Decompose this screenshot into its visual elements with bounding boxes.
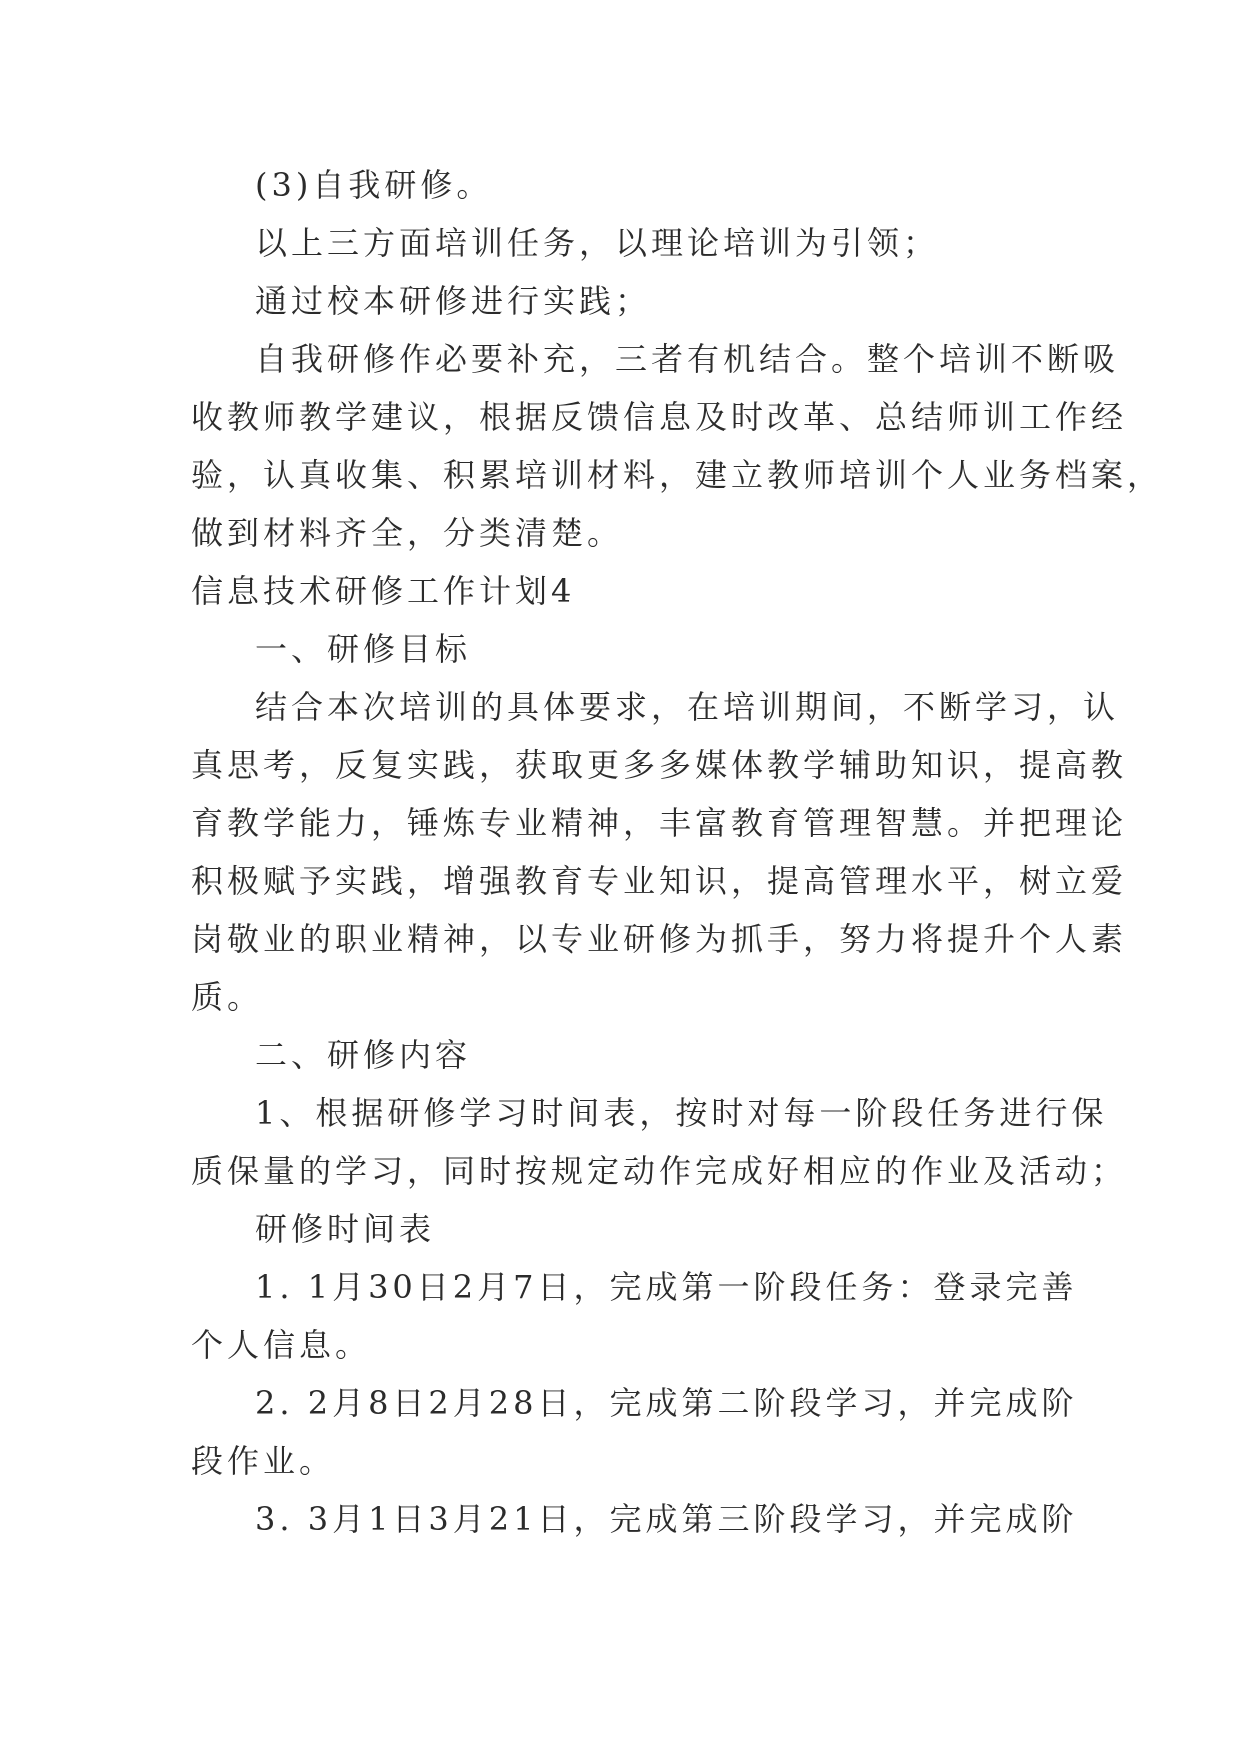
paragraph-line: 段作业。 [191, 1442, 336, 1480]
section-heading: 一、研修目标 [255, 630, 472, 668]
section-title: 信息技术研修工作计划4 [191, 572, 576, 610]
paragraph-line: 2. 2月8日2月28日，完成第二阶段学习，并完成阶 [255, 1384, 1078, 1422]
paragraph-line: 收教师教学建议，根据反馈信息及时改革、总结师训工作经 [191, 398, 1128, 436]
paragraph-line: 质。 [191, 978, 264, 1016]
paragraph-line: 做到材料齐全，分类清楚。 [191, 514, 624, 552]
paragraph-line: 通过校本研修进行实践； [255, 282, 652, 320]
paragraph-line: 以上三方面培训任务，以理论培训为引领； [255, 224, 940, 262]
paragraph-line: 1、根据研修学习时间表，按时对每一阶段任务进行保 [255, 1094, 1108, 1132]
paragraph-line: 1. 1月30日2月7日，完成第一阶段任务：登录完善 [255, 1268, 1078, 1306]
paragraph-line: 积极赋予实践，增强教育专业知识，提高管理水平，树立爱 [191, 862, 1128, 900]
paragraph-line: 真思考，反复实践，获取更多多媒体教学辅助知识，提高教 [191, 746, 1128, 784]
paragraph-line: 育教学能力，锤炼专业精神，丰富教育管理智慧。并把理论 [191, 804, 1128, 842]
paragraph-line: 验，认真收集、积累培训材料，建立教师培训个人业务档案， [191, 456, 1164, 494]
paragraph-line: 3. 3月1日3月21日，完成第三阶段学习，并完成阶 [255, 1500, 1078, 1538]
paragraph-line: (3)自我研修。 [255, 166, 493, 204]
paragraph-line: 结合本次培训的具体要求，在培训期间，不断学习，认 [255, 688, 1120, 726]
paragraph-line: 自我研修作必要补充，三者有机结合。整个培训不断吸 [255, 340, 1120, 378]
paragraph-line: 岗敬业的职业精神，以专业研修为抓手，努力将提升个人素 [191, 920, 1128, 958]
paragraph-line: 质保量的学习，同时按规定动作完成好相应的作业及活动； [191, 1152, 1128, 1190]
paragraph-line: 研修时间表 [255, 1210, 436, 1248]
paragraph-line: 个人信息。 [191, 1326, 372, 1364]
section-heading: 二、研修内容 [255, 1036, 472, 1074]
